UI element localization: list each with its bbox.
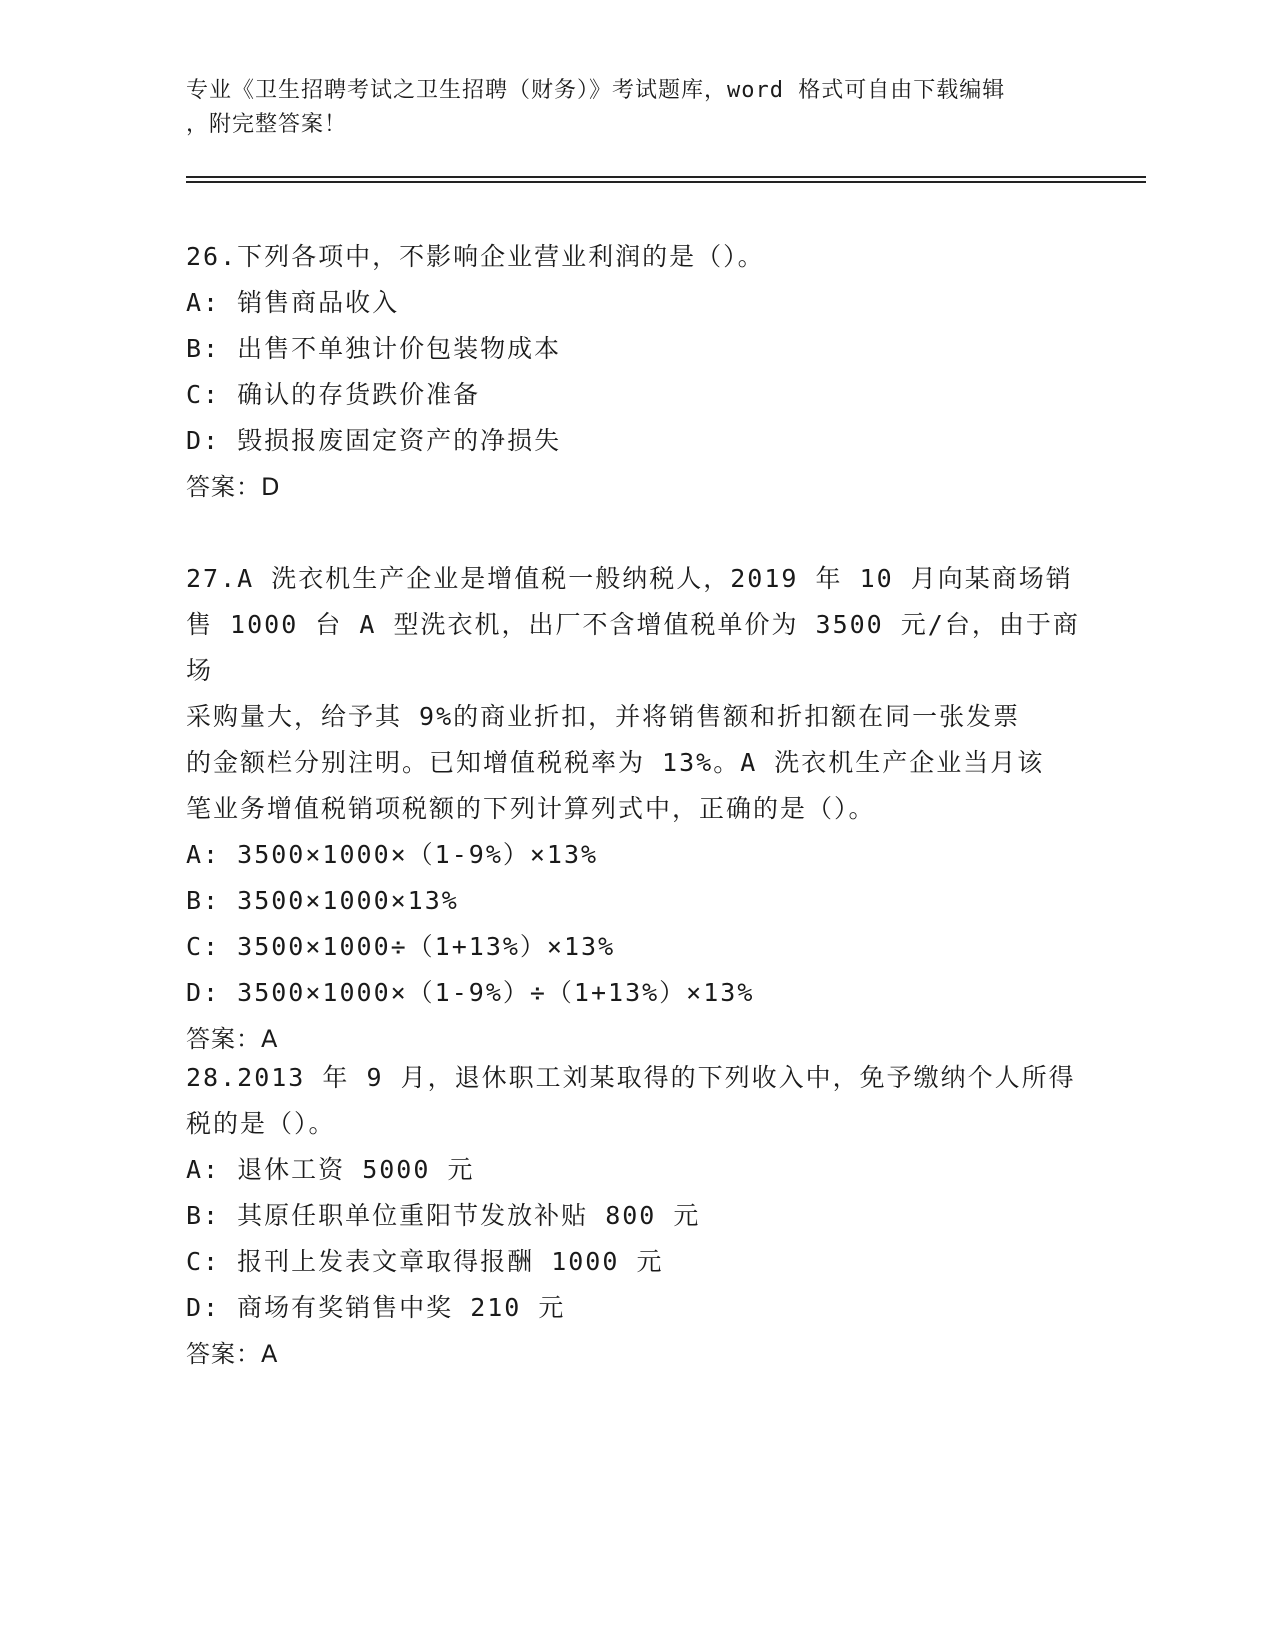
question-stem: 26.下列各项中，不影响企业营业利润的是（）。 xyxy=(186,242,765,271)
header-divider-top xyxy=(186,176,1146,178)
option-d: D: 商场有奖销售中奖 210 元 xyxy=(186,1293,566,1322)
question-28 xyxy=(186,1055,1086,1377)
question-stem: 27.A 洗衣机生产企业是增值税一般纳税人，2019 年 10 月向某商场销 售 1000 台 A 型洗衣机，出厂不含增值税单价为 3500 元/台，由于商场 采购量大，给予其 9%的商业折扣，并将销售额和折扣额在同一张发票 的金额栏分别注明。已知增值税税率为 13%。A 洗衣机生产企业当月该 笔业务增值税销项税额的下列计算列式中，正确的是（）。 xyxy=(186,564,1080,823)
answer-label: 答案：D xyxy=(186,473,281,501)
answer-label: 答案：A xyxy=(186,1340,279,1368)
option-d: D: 毁损报废固定资产的净损失 xyxy=(186,426,562,455)
question-26 xyxy=(186,234,1086,510)
question-stem: 28.2013 年 9 月，退休职工刘某取得的下列收入中，免予缴纳个人所得 税的是（）。 xyxy=(186,1063,1076,1138)
option-b: B: 3500×1000×13% xyxy=(186,886,459,915)
option-c: C: 3500×1000÷（1+13%）×13% xyxy=(186,932,616,961)
header-divider-bottom xyxy=(186,181,1146,183)
option-a: A: 退休工资 5000 元 xyxy=(186,1155,475,1184)
option-c: C: 确认的存货跌价准备 xyxy=(186,380,481,409)
option-b: B: 其原任职单位重阳节发放补贴 800 元 xyxy=(186,1201,701,1230)
option-d: D: 3500×1000×（1-9%）÷（1+13%）×13% xyxy=(186,978,755,1007)
question-27 xyxy=(186,556,1086,1062)
answer-label: 答案：A xyxy=(186,1025,279,1053)
document-header: 专业《卫生招聘考试之卫生招聘（财务）》考试题库，word 格式可自由下载编辑 ，附完整答案！ xyxy=(186,78,1006,137)
option-b: B: 出售不单独计价包装物成本 xyxy=(186,334,562,363)
option-c: C: 报刊上发表文章取得报酬 1000 元 xyxy=(186,1247,664,1276)
option-a: A: 3500×1000×（1-9%）×13% xyxy=(186,840,599,869)
option-a: A: 销售商品收入 xyxy=(186,288,400,317)
